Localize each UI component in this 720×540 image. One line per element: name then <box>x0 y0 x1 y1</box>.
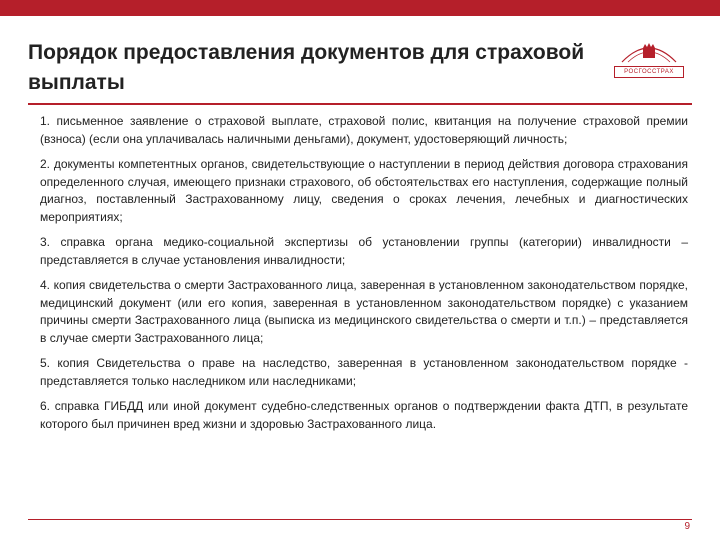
list-item: 2. документы компетентных органов, свидетельствующие о наступлении в период действия договора страхования определенного случая, имеющего признаки страхового, об обстоятельствах его наступления, содержащие полный диагноз, поставленный Застрахованному лицу, сведения о сроках лечения, лечебных и диагностических мероприятиях; <box>40 157 688 224</box>
page-number: 9 <box>684 521 690 532</box>
slide-title: Порядок предоставления документов для страховой выплаты <box>28 41 585 94</box>
company-logo <box>614 40 684 78</box>
list-item: 5. копия Свидетельства о праве на наследство, заверенная в установленном законодательством порядке - представляется только наследником или наследниками; <box>40 356 688 388</box>
documents-list <box>40 113 688 441</box>
footer-divider <box>28 519 692 520</box>
list-item: 4. копия свидетельства о смерти Застрахованного лица, заверенная в установленном законодательством порядке, медицинский документ (или его копия, заверенная в установленном законодательством порядке) с указанием причины смерти Застрахованного лица (выписка из медицинского свидетельства о смерти и т.п.) – представляется в случае смерти Застрахованного лица; <box>40 278 688 345</box>
top-accent-bar <box>0 0 720 16</box>
title-divider <box>28 103 692 105</box>
list-item: 6. справка ГИБДД или иной документ судебно-следственных органов о подтверждении факта ДТП, в результате которого был причинен вред жизни и здоровью Застрахованного лица. <box>40 399 688 431</box>
crown-emblem-icon <box>614 40 684 66</box>
list-item: 3. справка органа медико-социальной экспертизы об установлении группы (категории) инвалидности – представляется в случае установления инвалидности; <box>40 235 688 267</box>
list-item: 1. письменное заявление о страховой выплате, страховой полис, квитанция на получение страховой премии (взноса) (если она уплачивалась наличными деньгами), документ, удостоверяющий личность; <box>40 114 688 146</box>
logo-wordmark: РОСГОССТРАХ <box>614 66 684 78</box>
